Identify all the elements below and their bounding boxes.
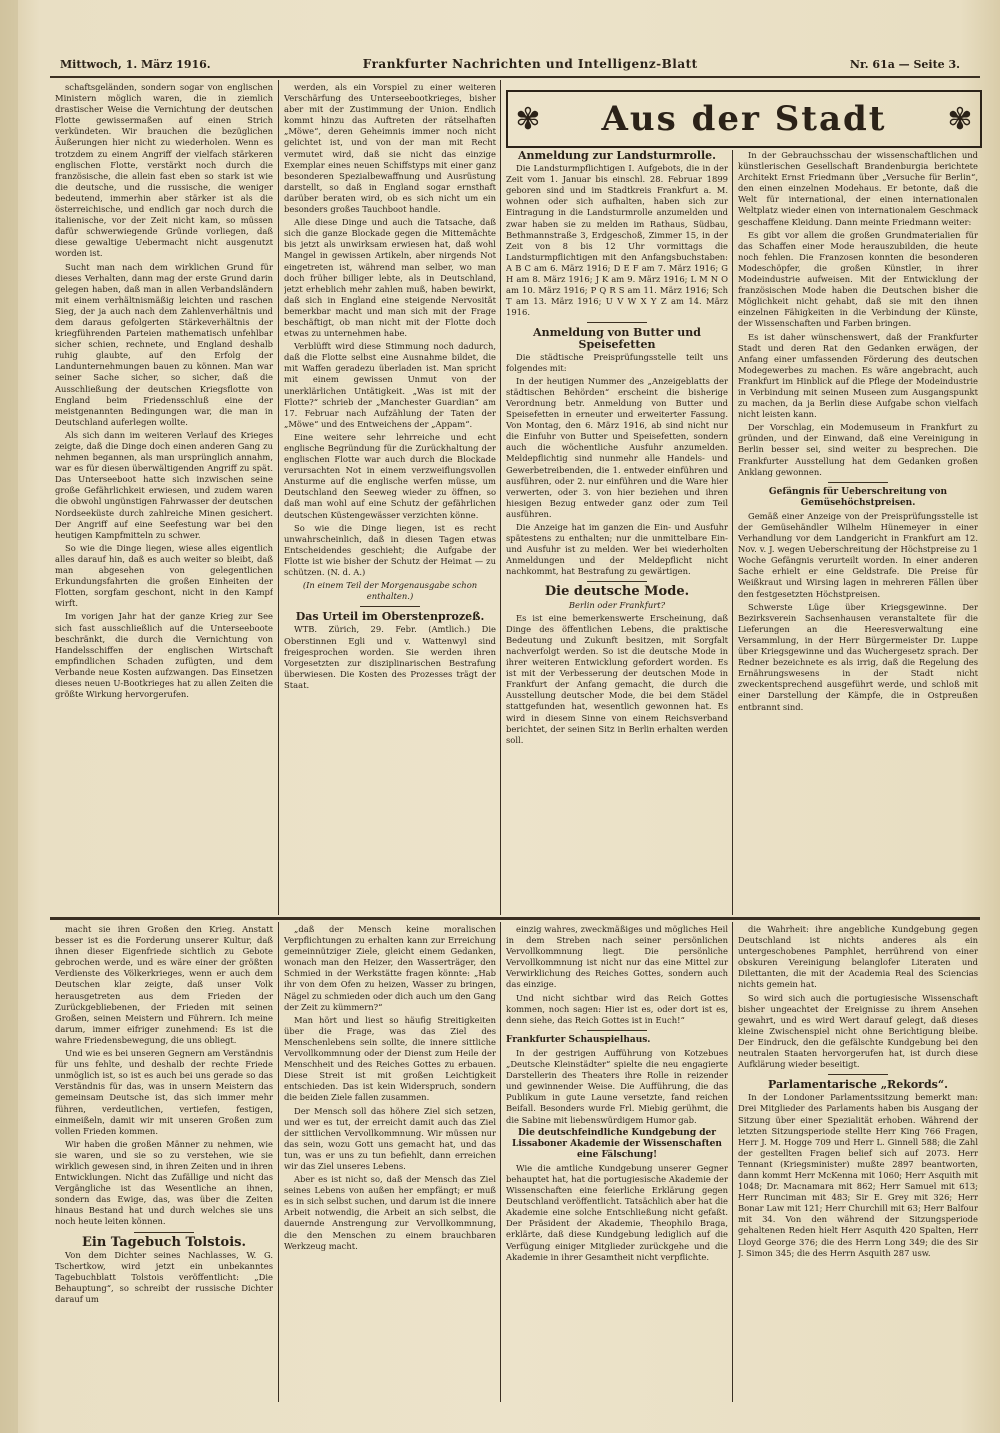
article-headline: Frankfurter Schauspielhaus.: [506, 1034, 651, 1045]
column-2-top: [284, 82, 496, 912]
section-title: Aus der Stadt: [601, 99, 887, 139]
header-date: Mittwoch, 1. März 1916.: [60, 57, 211, 71]
paragraph: In der Gebrauchsschau der wissenschaftlichen und künstlerischen Gesellschaft Brandenburgia berichtete Architekt Ernst Friedmann über „Versuche für Berlin“, den einen einzelnen Modehaus. Er betonte, daß die Welt für international, der einen internationalen Weltplatz wieder einen von internationalem Geschmack geschaffene Kleidung. Dann meinte Friedmann weiter:: [738, 150, 978, 227]
article-headline: Das Urteil im Oberstenprozeß.: [295, 610, 485, 624]
paragraph: Man hört und liest so häufig Streitigkeiten über die Frage, was das Ziel des Menschenlebens sein sollte, die innere sittliche Vervollkommnung oder der Dienst zum Heile der Menschheit und des Reiches Gottes zu erbauen. Diese Streit ist mit großen Leichtigkeit entschieden. Das ist kein Widerspruch, sondern die beiden Ziele fallen zusammen.: [284, 1014, 496, 1103]
paragraph: So wie die Dinge liegen, ist es recht unwahrscheinlich, daß in diesen Tagen etwas Entscheidendes geschieht; die Aufgabe der Flotte ist wie bisher der Schutz der Heimat — zu schützen. (N. d. A.): [284, 522, 496, 578]
paragraph: macht sie ihren Großen den Krieg. Anstatt besser ist es die Forderung unserer Kultur, daß ihnen dieser Eigenfriede sichtlich zu Gebote gebrochen werde, und es wäre einer der größten Verdienste des Völkerkrieges, wenn er auch dem Deutschen klar zeigte, daß unser Volk herausgetreten aus dem Frieden der Zurückgebliebenen, der Frieden mit seinen Großen, seinen Meistern und Führern. Ich meine darum, immer eifriger zunehmend: Es ist die wahre Friedensbewegung, die uns obliegt.: [55, 924, 273, 1045]
article-headline: Anmeldung zur Landsturmrolle.: [518, 150, 716, 162]
paragraph: Sucht man nach dem wirklichen Grund für dieses Verhalten, dann mag der erste Grund darin gelegen haben, daß man in allen Verbandsländern mit einem verhältnismäßig leichten und raschen Sieg, der ja auch nach dem Zahlenverhältnis und dem daraus gefolgerten Stärkeverhältnis der kriegführenden Parteien mathematisch unfehlbar sicher schien, rechnete, und England deshalb ruhig glaubte, auf den Erfolg der Landunternehmungen bauen zu können. Man war seiner Sache sicher, so sicher, daß die Ausschließung der deutschen Kriegsflotte von England beim Friedensschluß eine der meistgenannten Bedingungen war, die man in Deutschland auferlegen wollte.: [55, 261, 273, 427]
paragraph: Der Mensch soll das höhere Ziel sich setzen, und wer es tut, der erreicht damit auch das Ziel der sittlichen Vervollkommnung. Wir müssen nur das sein, wozu Gott uns gemacht hat, und das tun, was er uns zu tun befiehlt, dann erreichen wir das Ziel unseres Lebens.: [284, 1105, 496, 1171]
column-rule-bottom-3: [732, 922, 733, 1402]
column-1-top: [55, 82, 273, 912]
ornament-right-icon: ✾: [947, 101, 973, 137]
paragraph: Es ist eine bemerkenswerte Erscheinung, daß Dinge des öffentlichen Lebens, die praktische Bedeutung und Zukunft besitzen, mit Sorgfalt nachverfolgt werden. So ist die deutsche Mode in ihrer weiteren Entwicklung gefordert worden. Es ist mit der Verbesserung der deutschen Mode in Frankfurt der Anfang gemacht, die durch die Ausstellung deutscher Mode, die bei dem Städel stattgefunden hat, wesentlich gewonnen hat. Es wird in diesem Sinne von einem Reichsverband berichtet, der seinen Sitz in Berlin erhalten werden soll.: [506, 612, 728, 745]
column-2-bottom: [284, 924, 496, 1402]
paragraph: werden, als ein Vorspiel zu einer weiteren Verschärfung des Unterseebootkrieges, bisher aber mit der Zustimmung der Union. Endlich kommt hinzu das Auftreten der rätselhaften „Möwe“, deren Geheimnis immer noch nicht gelichtet ist, und von der man mit Recht vermutet wird, daß sie nicht das einzige Exemplar eines neuen Schiffstyps mit einer ganz besonderen Spezialbewaffnung und Ausrüstung darstellt, so daß in England sogar ernsthaft darüber beraten wird, ob es sich nicht um ein besonders großes Tauchboot handle.: [284, 82, 496, 215]
column-rule-bottom-2: [500, 922, 501, 1402]
column-rule-1: [278, 80, 279, 915]
paragraph: Schwerste Lüge über Kriegsgewinne. Der Bezirksverein Sachsenhausen veranstaltete für die Lieferungen an die Heeresverwaltung eine Versammlung, in der Herr Bürgermeister Dr. Luppe über Kriegsgewinne und das Wuchergesetz sprach. Der Redner bezeichnete es als irrig, daß die Regelung des Ernährungswesens in der Stadt nicht zweckentsprechend ausgeführt werde, und schloß mit einer Darstellung der Kämpfe, die in Ostpreußen entbrannt sind.: [738, 601, 978, 712]
paragraph: Die Landsturmpflichtigen I. Aufgebots, die in der Zeit vom 1. Januar bis einschl. 28. Februar 1899 geboren sind und im Stadtkreis Frankfurt a. M. wohnen oder sich aufhalten, haben sich zur Eintragung in die Landsturmrolle anzumelden und zwar haben sie zu melden im Rathaus, Südbau, Bethmannstraße 3, Erdgeschoß, Zimmer 15, in der Zeit von 8 bis 12 Uhr vormittags die Landsturmpflichtigen mit den Anfangsbuchstaben: A B C am 6. März 1916; D E F am 7. März 1916; G H am 8. März 1916; J K am 9. März 1916; L M N O am 10. März 1916; P Q R S am 11. März 1916; Sch T am 13. März 1916; U V W X Y Z am 14. März 1916.: [506, 163, 728, 318]
article-headline: Gefängnis für Ueberschreitung von Gemüsehöchstpreisen.: [768, 486, 948, 508]
ornament-left-icon: ✾: [515, 101, 541, 137]
divider: [587, 581, 647, 582]
paragraph: In der heutigen Nummer des „Anzeigeblatts der städtischen Behörden“ erscheint die bisherige Verordnung betr. Anmeldung von Butter und Speisefetten in erneuter und erweiterter Fassung. Von Montag, den 6. März 1916, ab sind nicht nur die Einfuhr von Butter und Speisefetten, sondern auch die wöchentliche Ausfuhr anzumelden. Meldepflichtig sind nunmehr alle Handels- und Gewerbetreibenden, die 1. entweder einführen und ausführen, oder 2. nur einführen und die Ware hier verwerten, oder 3. von hier beziehen und ihren hiesigen Bezug entweder ganz oder zum Teil ausführen.: [506, 375, 728, 519]
paragraph: „daß der Mensch keine moralischen Verpflichtungen zu erhalten kann zur Erreichung gemeinnütziger Ziele, gleicht einem Gedanken, wonach man den Heizer, den Wasserträger, den Schmied in der Werkstätte fragen könnte: „Hab ihr von dem Ofen zu heizen, Wasser zu bringen, Nägel zu schmieden oder dich auch um den Gang der Zeit zu kümmern?“: [284, 924, 496, 1012]
paragraph: In der Londoner Parlamentssitzung bemerkt man: Drei Mitglieder des Parlaments haben bis Ausgang der Sitzung über einer Spezialität erhoben. Während der letzten Sitzungsperiode stellte Herr King 766 Fragen, Herr J. M. Hogge 709 und Herr L. Ginnell 588; die Zahl der gestellten Fragen belief sich auf 2073. Herr Tennant (Kriegsminister) mußte 2897 beantworten, dann kommt Herr McKenna mit 1060; Herr Asquith mit 1048; Dr. Macnamara mit 862; Herr Samuel mit 613; Herr Runciman mit 483; Sir E. Grey mit 326; Herr Bonar Law mit 121; Herr Churchill mit 63; Herr Balfour mit 34. Von den während der Sitzungsperiode gehaltenen Reden hielt Herr Asquith 420 Spalten, Herr Lloyd George 376; die des Herrn Long 349; die des Sir J. Simon 345; die des Herrn Asquith 287 usw.: [738, 1092, 978, 1258]
column-rule-2: [500, 80, 501, 915]
column-3-top: [506, 150, 728, 912]
paragraph: Wie die amtliche Kundgebung unserer Gegner behauptet hat, hat die portugiesische Akademie der Wissenschaften eine feierliche Erklärung gegen Deutschland veröffentlicht. Tatsächlich aber hat die Akademie eine solche Entschließung nicht gefaßt. Der Präsident der Akademie, Theophilo Braga, erklärte, daß diese Kundgebung lediglich auf die Verfügung einiger Mitglieder zurückgehe und die Akademie in ihrer Gesamtheit nicht verpflichte.: [506, 1162, 728, 1262]
article-headline: Die deutsche Mode.: [544, 584, 690, 600]
column-3-bottom: [506, 924, 728, 1402]
feuilleton-divider: [50, 917, 980, 920]
paragraph: Als sich dann im weiteren Verlauf des Krieges zeigte, daß die Dinge doch einen anderen Gang zu nehmen begannen, als man ursprünglich annahm, war es für diesen überwältigenden Angriff zu spät. Das Unterseeboot hatte sich inzwischen seine große Gefährlichkeit erwiesen, und zudem waren die obwohl ungünstigen Fahrwasser der deutschen Nordseeküste durch zahlreiche Minen gesichert. Der Angriff auf eine Seefestung war bei den heutigen Kampfmitteln zu schwer.: [55, 429, 273, 540]
paragraph: Die städtische Preisprüfungsstelle teilt uns folgendes mit:: [506, 351, 728, 373]
paragraph: Von dem Dichter seines Nachlasses, W. G. Tschertkow, wird jetzt ein unbekanntes Tagebuchblatt Tolstois veröffentlicht: „Die Behauptung“, so schreibt der russische Dichter darauf um: [55, 1249, 273, 1304]
column-1-bottom: [55, 924, 273, 1402]
paragraph: Und nicht sichtbar wird das Reich Gottes kommen, noch sagen: Hier ist es, oder dort ist es, denn siehe, das Reich Gottes ist in Euch!“: [506, 992, 728, 1025]
paragraph: einzig wahres, zweckmäßiges und mögliches Heil in dem Streben nach seiner persönlichen Vervollkommnung liegt. Die persönliche Vervollkommnung ist nicht nur das eine Mittel zur Verwirklichung des Reiches Gottes, sondern auch das einzige.: [506, 924, 728, 990]
article-headline: Ein Tagebuch Tolstois.: [81, 1234, 247, 1250]
paragraph: Eine weitere sehr lehrreiche und echt englische Begründung für die Zurückhaltung der englischen Flotte war auch durch die Blockade verursachten Not in einem verzweiflungsvollen Ansturme auf die englische werfen müsse, um Deutschland den Seeweg wieder zu öffnen, so daß man wohl auf eine Schutz der gefährlichen deutschen Küstengewässer verzichten könne.: [284, 431, 496, 520]
edition-note: (In einem Teil der Morgenausgabe schon enthalten.): [302, 580, 478, 602]
column-rule-3: [732, 150, 733, 915]
paragraph: In der gestrigen Aufführung von Kotzebues „Deutsche Kleinstädter“ spielte die neu engagierte Darstellerin des Theaters ihre Rolle in reizender und gewinnender Weise. Die Aufführung, die das Publikum in gute Laune versetzte, fand reichen Beifall. Besonders wurde Frl. Miebig gerühmt, die die Sabine mit liebenswürdigem Humor gab.: [506, 1047, 728, 1125]
paragraph: Es ist daher wünschenswert, daß der Frankfurter Stadt und deren Rat den Gedanken erwägen, der Anfang einer umfassenden Förderung des deutschen Modegewerbes zu machen. Es wäre angebracht, auch Frankfurt im Hinblick auf die Pflege der Modeindustrie in Verbindung mit seinen Museen zum Ausgangspunkt zu machen, da ja Berlin diese Aufgabe schon vielfach nicht leisten kann.: [738, 331, 978, 420]
paragraph: Gemäß einer Anzeige von der Preisprüfungsstelle ist der Gemüsehändler Wilhelm Hünemeyer in einer Verhandlung vor dem Landgericht in Frankfurt am 12. Nov. v. J. wegen Ueberschreitung der Höchstpreise zu 1 Woche Gefängnis verurteilt worden. In einer anderen Sache erhielt er eine Geldstrafe. Die Preise für Weißkraut und Wirsing lagen in mehreren Fällen über den festgesetzten Höchstpreisen.: [738, 510, 978, 599]
column-4-top: [738, 150, 978, 912]
paragraph: Alle diese Dinge und auch die Tatsache, daß sich die ganze Blockade gegen die Mittemächte bis jetzt als unwirksam erwiesen hat, daß wohl Mangel in gewissen Artikeln, aber nirgends Not eingetreten ist, während man selber, wo man doch früher billiger lebte, als in Deutschland, jetzt erheblich mehr zahlen muß, haben bewirkt, daß sich in England eine steigende Nervosität bemerkbar macht und man sich mit der Frage beschäftigt, ob man nicht mit der Flotte doch etwas zu unternehmen habe.: [284, 217, 496, 339]
paragraph: So wird sich auch die portugiesische Wissenschaft bisher ungeachtet der Ereignisse zu ihrem Ansehen gewahrt, und es wird Wert darauf gelegt, daß dieses kleine Zwischenspiel nicht ohne Berichtigung bleibe. Der Eindruck, den die gefälschte Kundgebung bei den neutralen Staaten hervorgerufen hat, ist durch diese Aufklärung wieder beseitigt.: [738, 992, 978, 1070]
divider: [828, 1074, 888, 1075]
paragraph: Aber es ist nicht so, daß der Mensch das Ziel seines Lebens von außen her empfängt; er muß es in sich selbst suchen, und darum ist die innere Arbeit notwendig, die Arbeit an sich selbst, die dauernde Anstrengung zur Vervollkommnung, die den Menschen zu einem brauchbaren Werkzeug macht.: [284, 1174, 496, 1251]
wire-report: WTB. Zürich, 29. Febr. (Amtlich.) Die Oberstinnen Egli und v. Wattenwyl sind freigesprochen worden. Sie werden ihren Vorgesetzten zur disziplinarischen Bestrafung überwiesen. Die Kosten des Prozesses trägt der Staat.: [284, 624, 496, 690]
paragraph: Es gibt vor allem die großen Grundmaterialien für das Schaffen einer Mode herauszubilden, die heute noch fehlen. Die Franzosen konnten die besonderen Modeschöpfer, die großen Künstler, in ihrer Modeindustrie aufweisen. Mit der Entwicklung der französischen Mode haben die Deutschen bisher die Möglichkeit nicht gehabt, daß sie mit den ihnen einzelnen Fähigkeiten in die Verbindung der Künste, der Wissenschaften und Farben bringen.: [738, 229, 978, 329]
paragraph: Die Anzeige hat im ganzen die Ein- und Ausfuhr spätestens zu enthalten; nur die unmittelbare Ein- und Ausfuhr ist zu melden. Wer bei wiederholten Anmeldungen und der Meldepflicht nicht nachkommt, hat Bestrafung zu gewärtigen.: [506, 522, 728, 577]
divider: [134, 1232, 194, 1233]
article-headline: Anmeldung von Butter und Speisefetten: [533, 326, 701, 351]
column-4-bottom: [738, 924, 978, 1402]
paragraph: Wir haben die großen Männer zu nehmen, wie sie waren, und sie so zu verstehen, wie sie wirklich gewesen sind, in ihren Zeiten und in ihren Entwicklungen. Nicht das Zufällige und nicht das Vergängliche ist das Wesentliche an ihnen, sondern das Ewige, das, was über die Zeiten hinaus Bestand hat und durch welches sie uns noch heute leiten können.: [55, 1138, 273, 1227]
article-headline: Die deutschfeindliche Kundgebung der Lissaboner Akademie der Wissenschaften eine Fälschung!: [512, 1127, 722, 1160]
header-rule: [50, 76, 980, 78]
article-subheadline: Berlin oder Frankfurt?: [568, 599, 666, 610]
article-headline: Parlamentarische „Rekords“.: [767, 1078, 948, 1092]
paragraph: Und wie es bei unseren Gegnern am Verständnis für uns fehlte, und deshalb der rechte Friede unmöglich ist, so ist es auch bei uns gerade so das Verständnis für das, was in unsern Meistern das gemeinsam Deutsche ist, das sich immer mehr führen, verdeutlichen, vertiefen, festigen, einmeißeln, damit wir mit unseren Großen zum vollen Frieden kommen.: [55, 1048, 273, 1136]
paragraph: die Wahrheit: ihre angebliche Kundgebung gegen Deutschland ist nichts anderes als ein untergeschobenes Pamphlet, herrührend von einer obskuren Vereinigung belanglofer Literaten und Dilettanten, die mit der Academia Real des Sciencias nichts gemein hat.: [738, 924, 978, 990]
column-rule-bottom-1: [278, 922, 279, 1402]
header-paper-name: Frankfurter Nachrichten und Intelligenz-Blatt: [362, 57, 698, 71]
header-page-number: Nr. 61a — Seite 3.: [849, 57, 960, 71]
divider: [828, 482, 888, 483]
running-header: [60, 56, 960, 72]
paragraph: Im vorigen Jahr hat der ganze Krieg zur See sich fast ausschließlich auf die Unterseeboote beschränkt, die durch die Vernichtung von Handelsschiffen der englischen Wirtschaft empfindlichen Schaden zufügten, und dem Verbande neue Kosten aufzwangen. Das Einsetzen dieses neuen U-Bootkrieges hat zu allen Zeiten die größte Wirkung hervorgerufen.: [55, 611, 273, 700]
page-edge: [0, 0, 18, 1433]
divider: [587, 1030, 647, 1031]
section-masthead: [506, 90, 982, 148]
paragraph: Der Vorschlag, ein Modemuseum in Frankfurt zu gründen, und der Einwand, daß eine Vereinigung in Berlin besser sei, sind weiter zu besprechen. Die Frankfurter Ausstellung hat dem Gedanken großen Anklang gewonnen.: [738, 422, 978, 477]
divider: [587, 322, 647, 323]
paragraph: Verblüfft wird diese Stimmung noch dadurch, daß die Flotte selbst eine Ausnahme bildet, die mit Waffen geradezu überladen ist. Man spricht mit einem gewissen Unmut von der unerklärlichen Untätigkeit. „Was ist mit der Flotte?“ schrieb der „Manchester Guardian“ am 17. Februar nach Aufzählung der Taten der „Möwe“ und des Entweichens der „Appam“.: [284, 341, 496, 429]
paragraph: schaftsgeländen, sondern sogar von englischen Ministern möglich waren, die in ziemlich drastischer Weise die Vernichtung der deutschen Flotte gewissermaßen auf einen Strich verkündeten. Wir brauchen die bezüglichen Äußerungen hier nicht zu wiederholen. Wenn es trotzdem zu einem Angriff der vielfach stärkeren englischen Flotte, verstärkt noch durch die französische, die allein fast eben so stark ist wie die deutsche, und die russische, die weniger bedeutend, immerhin aber stärker ist als die österreichische, und endlich gar noch durch die italienische, vor der Zeit nicht kam, so müssen dafür schwerwiegende Gründe vorliegen, daß diese gewaltige Uebermacht nicht ausgenutzt worden ist.: [55, 82, 273, 259]
paragraph: So wie die Dinge liegen, wiese alles eigentlich alles darauf hin, daß es auch weiter so bleibt, daß man abgesehen von gelegentlichen Erkundungsfahrten die großen Einheiten der Flotten, sorgfam geschont, nicht in den Kampf wirft.: [55, 542, 273, 609]
divider: [360, 606, 420, 607]
